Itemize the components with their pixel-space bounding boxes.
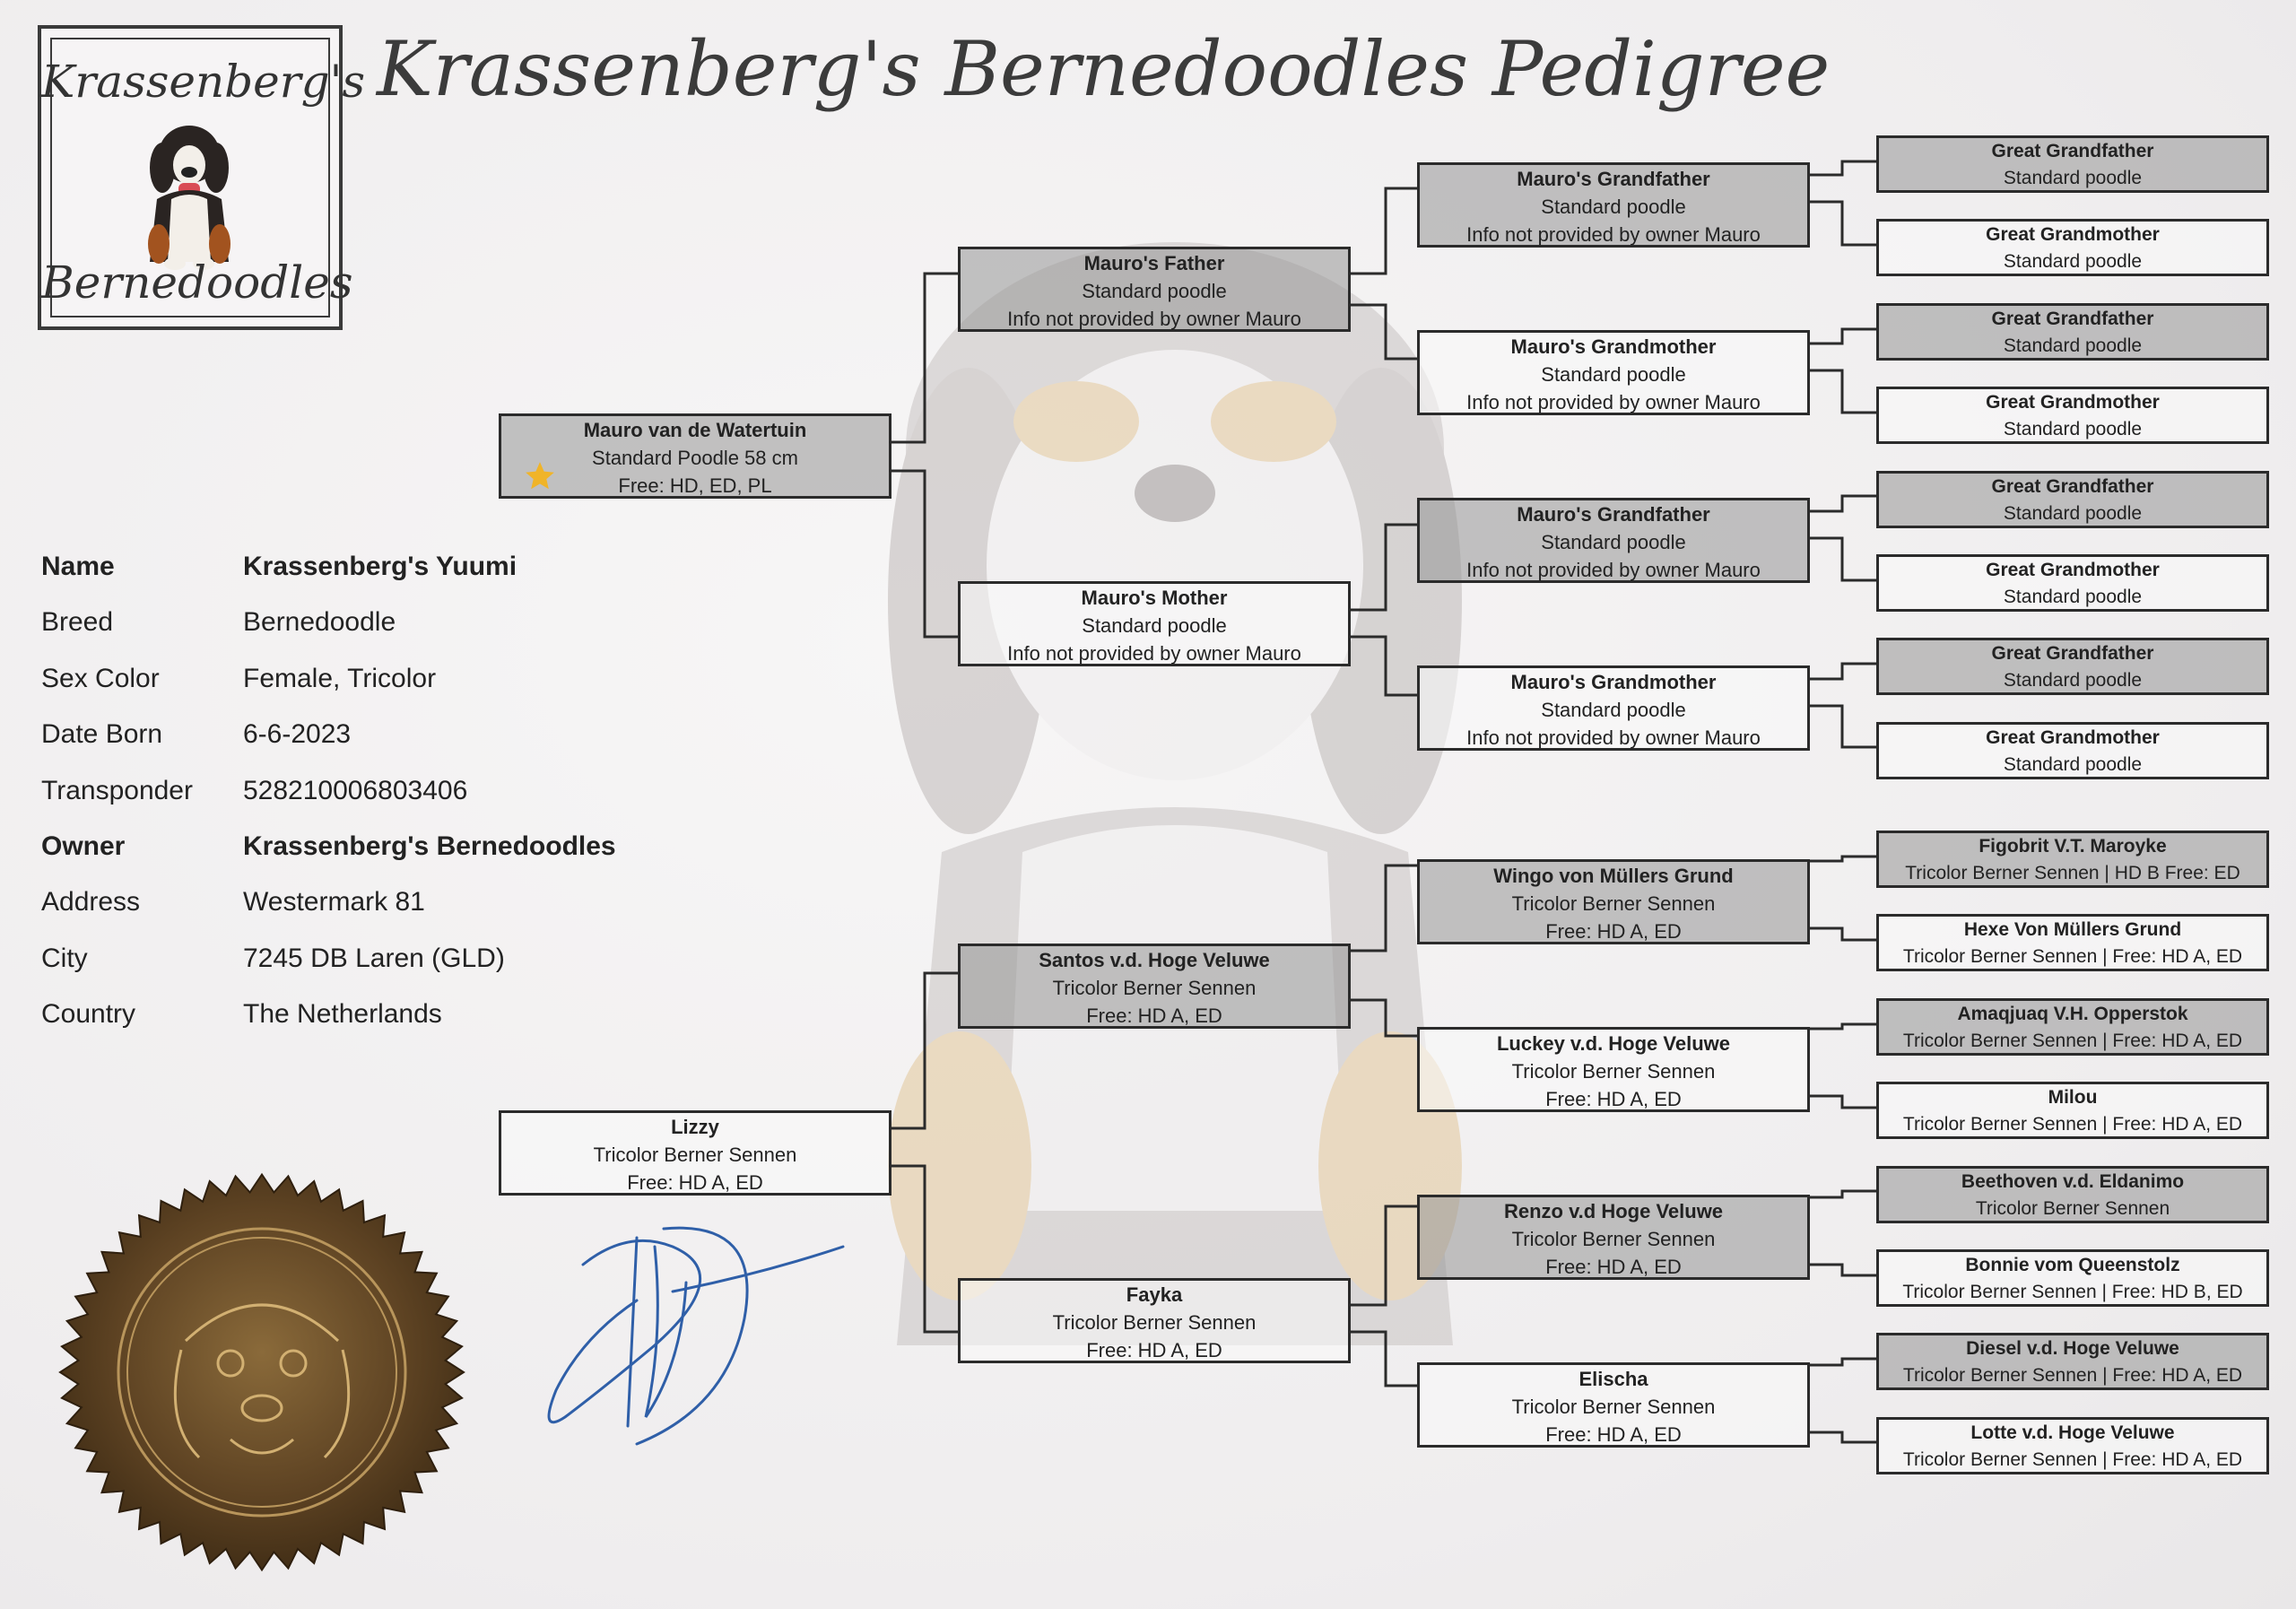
ancestor-details: Standard poodle (2003, 168, 2143, 188)
ancestor-name: Lotte v.d. Hoge Veluwe (1970, 1422, 2175, 1443)
great-grandparent-health: Info not provided by owner Mauro (1466, 223, 1761, 246)
info-label: Address (41, 887, 141, 918)
ancestor-name: Beethoven v.d. Eldanimo (1961, 1171, 2185, 1192)
grandparent-name: Fayka (1126, 1283, 1183, 1306)
ancestor-name: Diesel v.d. Hoge Veluwe (1966, 1338, 2179, 1359)
ancestor-details: Standard poodle (2003, 587, 2143, 607)
ancestor-box (1876, 554, 2269, 612)
sire-box (499, 413, 891, 499)
ancestor-box (1876, 831, 2269, 888)
ancestor-name: Great Grandfather (1991, 476, 2154, 497)
info-label: Transponder (41, 775, 193, 805)
ancestor-box (1876, 1333, 2269, 1390)
info-value: Krassenberg's Yuumi (243, 552, 517, 581)
ancestor-box (1876, 914, 2269, 971)
great-grandparent-box (1417, 1362, 1810, 1448)
great-grandparent-box (1417, 498, 1810, 583)
great-grandparent-health: Free: HD A, ED (1545, 1423, 1682, 1446)
ancestor-box (1876, 303, 2269, 361)
ancestor-details: Tricolor Berner Sennen | Free: HD A, ED (1902, 946, 2243, 967)
great-grandparent-breed: Standard poodle (1541, 363, 1686, 386)
logo-top-text: Krassenberg's (41, 56, 366, 108)
great-grandparent-box (1417, 859, 1810, 944)
info-label: Date Born (41, 719, 163, 750)
great-grandparent-name: Renzo v.d Hoge Veluwe (1503, 1200, 1724, 1222)
ancestor-box (1876, 387, 2269, 444)
ancestor-details: Standard poodle (2003, 670, 2143, 691)
grandparent-box (958, 581, 1351, 666)
ancestor-details: Tricolor Berner Sennen | Free: HD A, ED (1902, 1031, 2243, 1051)
great-grandparent-name: Mauro's Grandmother (1510, 335, 1717, 358)
ancestor-name: Great Grandfather (1991, 309, 2154, 329)
grandparent-health: Free: HD A, ED (1086, 1005, 1222, 1027)
ancestor-box (1876, 1417, 2269, 1474)
ancestor-name: Great Grandmother (1986, 392, 2160, 413)
ancestor-box (1876, 1249, 2269, 1307)
sire-breed: Standard Poodle 58 cm (592, 447, 798, 469)
info-value: Westermark 81 (243, 887, 425, 918)
info-value: 528210006803406 (243, 775, 468, 805)
star-icon (523, 459, 557, 493)
info-value: Krassenberg's Bernedoodles (243, 831, 616, 861)
great-grandparent-name: Elischa (1578, 1368, 1648, 1390)
great-grandparent-health: Free: HD A, ED (1545, 1088, 1682, 1110)
great-grandparent-name: Mauro's Grandfather (1517, 503, 1710, 526)
ancestor-details: Tricolor Berner Sennen | HD B Free: ED (1905, 863, 2240, 883)
great-grandparent-box (1417, 1027, 1810, 1112)
info-label: Name (41, 552, 115, 581)
ancestor-details: Standard poodle (2003, 335, 2143, 356)
dam-breed: Tricolor Berner Sennen (593, 1144, 797, 1166)
ancestor-box (1876, 471, 2269, 528)
ancestor-box (1876, 638, 2269, 695)
grandparent-breed: Standard poodle (1082, 614, 1227, 637)
great-grandparent-breed: Standard poodle (1541, 699, 1686, 721)
info-label: Sex Color (41, 663, 160, 693)
sire-name: Mauro van de Watertuin (583, 419, 807, 441)
ancestor-box (1876, 998, 2269, 1056)
grandparent-breed: Tricolor Berner Sennen (1052, 1311, 1257, 1334)
ancestor-box (1876, 135, 2269, 193)
ancestor-details: Standard poodle (2003, 503, 2143, 524)
info-value: The Netherlands (243, 999, 442, 1030)
ancestor-box (1876, 219, 2269, 276)
info-label: Owner (41, 831, 126, 861)
ancestor-name: Great Grandfather (1991, 643, 2154, 664)
great-grandparent-breed: Standard poodle (1541, 196, 1686, 218)
info-label: Breed (41, 607, 114, 638)
grandparent-health: Info not provided by owner Mauro (1007, 308, 1301, 330)
grandparent-box (958, 247, 1351, 332)
ancestor-name: Great Grandmother (1986, 727, 2160, 748)
page-title: Krassenberg's Bernedoodles Pedigree (377, 25, 1831, 113)
great-grandparent-box (1417, 162, 1810, 248)
info-value: 7245 DB Laren (GLD) (243, 943, 505, 973)
ancestor-name: Great Grandfather (1991, 141, 2154, 161)
ancestor-name: Figobrit V.T. Maroyke (1979, 836, 2167, 857)
grandparent-name: Mauro's Mother (1081, 587, 1228, 609)
ancestor-name: Amaqjuaq V.H. Opperstok (1957, 1004, 2188, 1024)
ancestor-details: Standard poodle (2003, 251, 2143, 272)
grandparent-breed: Standard poodle (1082, 280, 1227, 302)
info-label: Country (41, 999, 136, 1030)
ancestor-details: Tricolor Berner Sennen | Free: HD A, ED (1902, 1365, 2243, 1386)
ancestor-box (1876, 1166, 2269, 1223)
grandparent-breed: Tricolor Berner Sennen (1052, 977, 1257, 999)
great-grandparent-breed: Tricolor Berner Sennen (1511, 892, 1716, 915)
great-grandparent-name: Mauro's Grandfather (1517, 168, 1710, 190)
great-grandparent-breed: Standard poodle (1541, 531, 1686, 553)
great-grandparent-breed: Tricolor Berner Sennen (1511, 1396, 1716, 1418)
signature (529, 1211, 852, 1453)
great-grandparent-box (1417, 330, 1810, 415)
sire-health: Free: HD, ED, PL (618, 474, 772, 497)
ancestor-details: Standard poodle (2003, 419, 2143, 439)
great-grandparent-name: Luckey v.d. Hoge Veluwe (1496, 1032, 1730, 1055)
great-grandparent-health: Info not provided by owner Mauro (1466, 391, 1761, 413)
great-grandparent-health: Free: HD A, ED (1545, 1256, 1682, 1278)
great-grandparent-breed: Tricolor Berner Sennen (1511, 1228, 1716, 1250)
dam-health: Free: HD A, ED (627, 1171, 763, 1194)
grandparent-name: Mauro's Father (1083, 252, 1225, 274)
gold-seal-icon (38, 1161, 486, 1574)
ancestor-box (1876, 1082, 2269, 1139)
great-grandparent-name: Mauro's Grandmother (1510, 671, 1717, 693)
great-grandparent-breed: Tricolor Berner Sennen (1511, 1060, 1716, 1083)
info-value: Bernedoodle (243, 607, 396, 638)
great-grandparent-health: Info not provided by owner Mauro (1466, 559, 1761, 581)
dam-box (499, 1110, 891, 1196)
ancestor-name: Hexe Von Müllers Grund (1963, 919, 2182, 940)
info-value: 6-6-2023 (243, 719, 352, 750)
ancestor-details: Standard poodle (2003, 754, 2143, 775)
info-value: Female, Tricolor (243, 663, 437, 693)
great-grandparent-name: Wingo von Müllers Grund (1493, 865, 1734, 887)
ancestor-box (1876, 722, 2269, 779)
great-grandparent-health: Free: HD A, ED (1545, 920, 1682, 943)
ancestor-details: Tricolor Berner Sennen | Free: HD B, ED (1902, 1282, 2243, 1302)
ancestor-name: Milou (2048, 1087, 2098, 1108)
ancestor-details: Tricolor Berner Sennen | Free: HD A, ED (1902, 1114, 2243, 1135)
grandparent-name: Santos v.d. Hoge Veluwe (1039, 949, 1270, 971)
ancestor-name: Great Grandmother (1986, 224, 2160, 245)
info-label: City (41, 943, 88, 973)
ancestor-details: Tricolor Berner Sennen | Free: HD A, ED (1902, 1449, 2243, 1470)
ancestor-details: Tricolor Berner Sennen (1975, 1198, 2170, 1219)
ancestor-name: Great Grandmother (1986, 560, 2160, 580)
grandparent-health: Info not provided by owner Mauro (1007, 642, 1301, 665)
grandparent-health: Free: HD A, ED (1086, 1339, 1222, 1361)
great-grandparent-box (1417, 665, 1810, 751)
great-grandparent-health: Info not provided by owner Mauro (1466, 726, 1761, 749)
ancestor-name: Bonnie vom Queenstolz (1965, 1255, 2180, 1275)
logo-bottom-text: Bernedoodles (41, 257, 353, 309)
grandparent-box (958, 1278, 1351, 1363)
great-grandparent-box (1417, 1195, 1810, 1280)
dam-name: Lizzy (671, 1116, 719, 1138)
grandparent-box (958, 944, 1351, 1029)
